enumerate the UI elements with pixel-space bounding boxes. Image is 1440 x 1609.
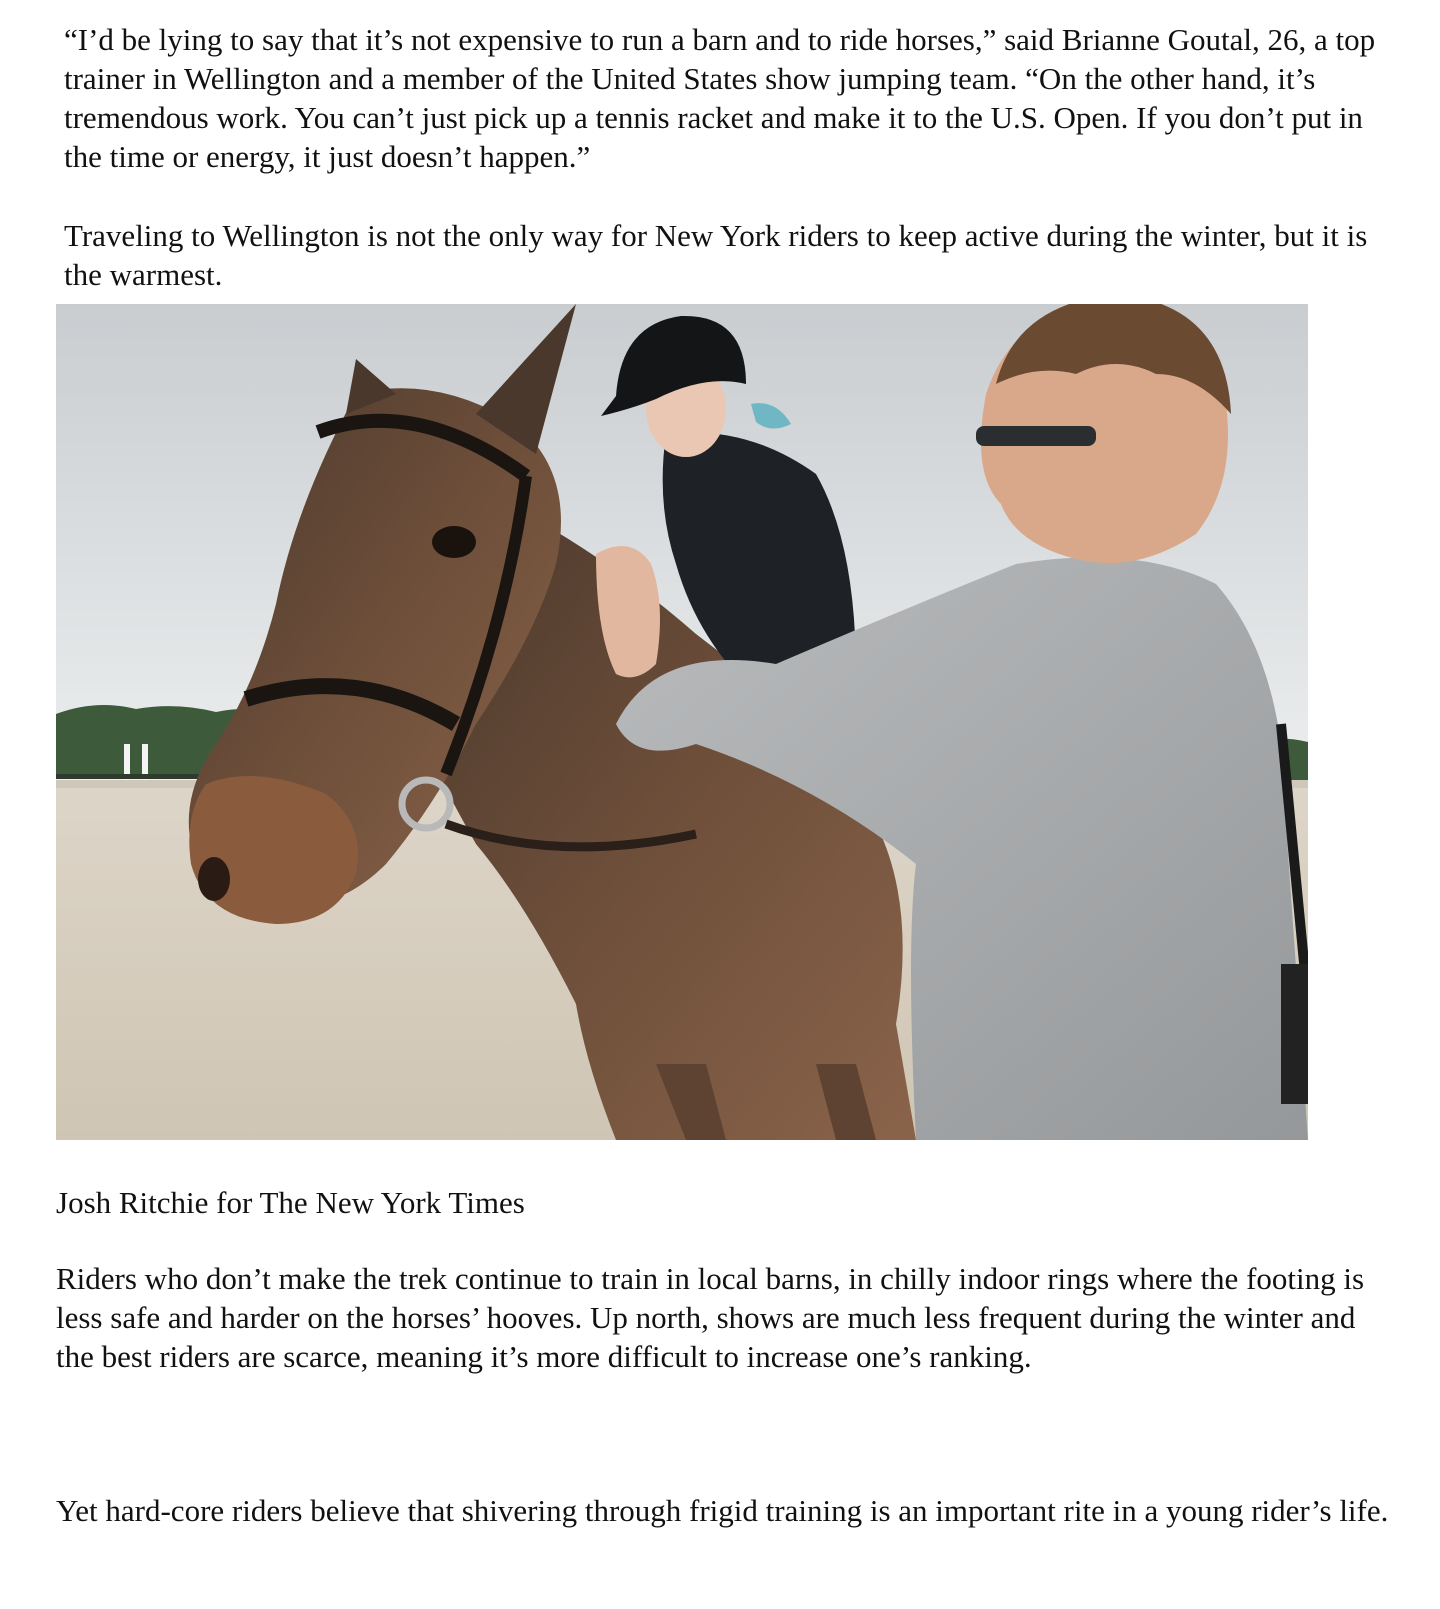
article-photo (56, 304, 1308, 1140)
horse-nostril (198, 857, 230, 901)
article-paragraph: Yet hard-core riders believe that shivering through frigid training is an important rite in a young rider’s life. (56, 1493, 1389, 1528)
article-paragraph: “I’d be lying to say that it’s not expensive to run a barn and to ride horses,” said Brianne Goutal, 26, a top trainer in Wellington and a member of the United States show jumping team. “On the other hand, it’s tremendous work. You can’t just pick up a tennis racket and make it to the U.S. Open. If you don’t put in the time or energy, it just doesn’t happen.” (64, 22, 1376, 174)
photo-credit: Josh Ritchie for The New York Times (56, 1185, 525, 1220)
sunglasses (976, 426, 1096, 446)
article-paragraph: Traveling to Wellington is not the only way for New York riders to keep active during the winter, but it is the warmest. (64, 218, 1368, 292)
article-paragraph: Riders who don’t make the trek continue to train in local barns, in chilly indoor rings where the footing is less safe and harder on the horses’ hooves. Up north, shows are much less frequent during the winter and the best riders are scarce, meaning it’s more difficult to increase one’s ranking. (56, 1261, 1365, 1374)
horse-eye (432, 526, 476, 558)
camera (1281, 964, 1308, 1104)
